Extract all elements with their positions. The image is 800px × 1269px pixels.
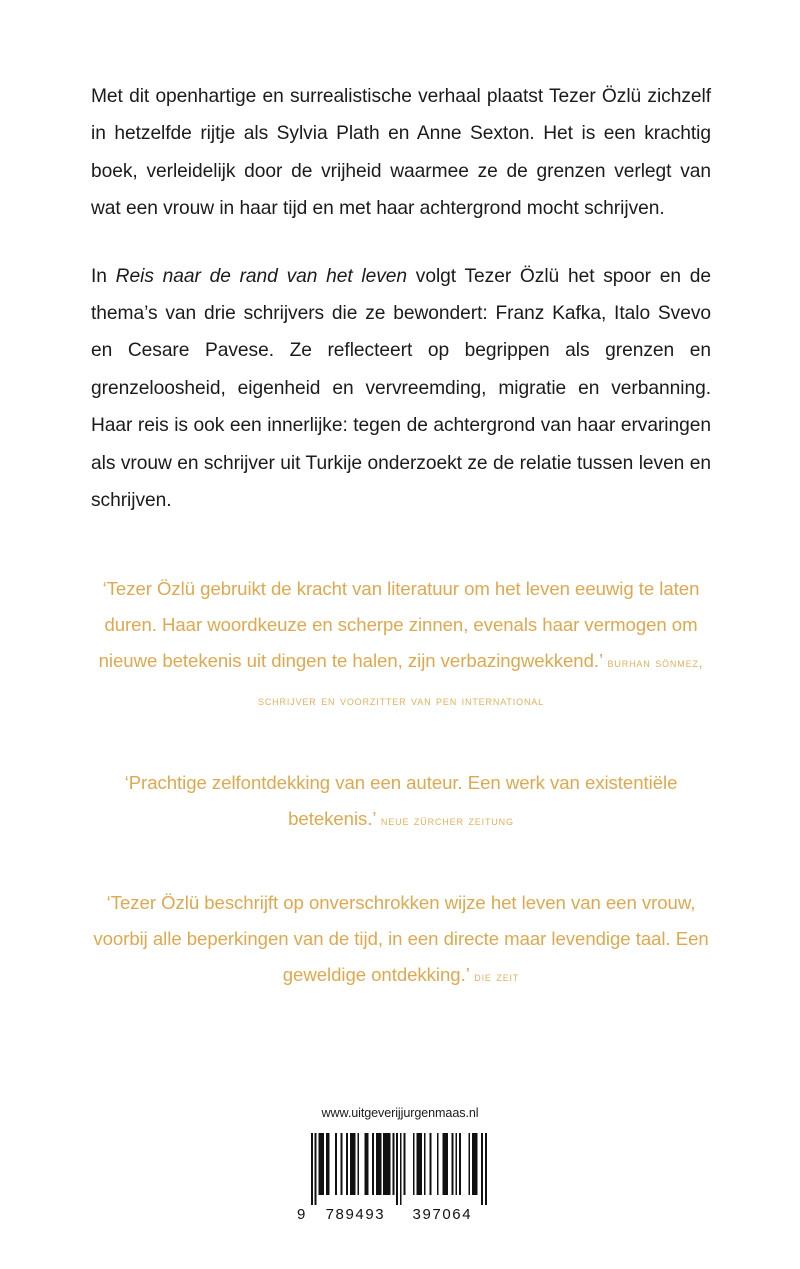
press-quote-1 xyxy=(91,571,711,719)
cover-content xyxy=(91,78,711,995)
press-quote-3 xyxy=(91,885,711,995)
press-quotes xyxy=(91,571,711,995)
blurb-2-lead-in: In xyxy=(91,265,116,287)
blurb-paragraph-2 xyxy=(91,258,711,520)
barcode-graphic xyxy=(294,1129,506,1225)
svg-text:789493: 789493 xyxy=(325,1206,386,1223)
book-title-italic: Reis naar de rand van het leven xyxy=(115,265,408,287)
cover-footer xyxy=(0,1106,800,1230)
publisher-website-url: www.uitgeverijjurgenmaas.nl xyxy=(321,1106,479,1120)
press-quote-2-attribution: neue zürcher zeitung xyxy=(380,813,514,829)
isbn-barcode xyxy=(294,1129,506,1225)
blurb-paragraph-1 xyxy=(91,78,711,228)
press-quote-3-attribution: die zeit xyxy=(474,969,520,985)
press-quote-1-attribution: burhan sönmez, schrijver en voorzitter van pen international xyxy=(257,655,704,709)
press-quote-2 xyxy=(91,765,711,839)
press-quote-1-text: ‘Tezer Özlü gebruikt de kracht van literatuur om het leven eeuwig te laten duren. Haar woordkeuze en scherpe zinnen, evenals haar vermogen om nieuwe betekenis uit dingen te halen, zijn verbazingwekkend.’ xyxy=(98,578,700,672)
press-quote-3-text: ‘Tezer Özlü beschrijft op onverschrokken wijze het leven van een vrouw, voorbij alle beperkingen van de tijd, in een directe maar levendige taal. Een geweldige ontdekking.’ xyxy=(93,892,709,986)
blurb-2-rest: volgt Tezer Özlü het spoor en de thema’s van drie schrijvers die ze bewondert: Franz Kafka, Italo Svevo en Cesare Pavese. Ze reflecteert op begrippen als grenzen en grenzeloosheid, eigenheid en vervreemding, migratie en verbanning. Haar reis is ook een innerlijke: tegen de achtergrond van haar ervaringen als vrouw en schrijver uit Turkije onderzoekt ze de relatie tussen leven en schrijven. xyxy=(91,265,711,512)
svg-text:397064: 397064 xyxy=(412,1206,473,1223)
press-quote-2-text: ‘Prachtige zelfontdekking van een auteur. Een werk van existentiële betekenis.’ xyxy=(124,772,678,830)
blurb-1-text: Met dit openhartige en surrealistische verhaal plaatst Tezer Özlü zichzelf in hetzelfde rijtje als Sylvia Plath en Anne Sexton. Het is een krachtig boek, verleidelijk door de vrijheid waarmee ze de grenzen verlegt van wat een vrouw in haar tijd en met haar achtergrond mocht schrijven. xyxy=(91,86,711,220)
svg-text:9: 9 xyxy=(297,1206,307,1223)
